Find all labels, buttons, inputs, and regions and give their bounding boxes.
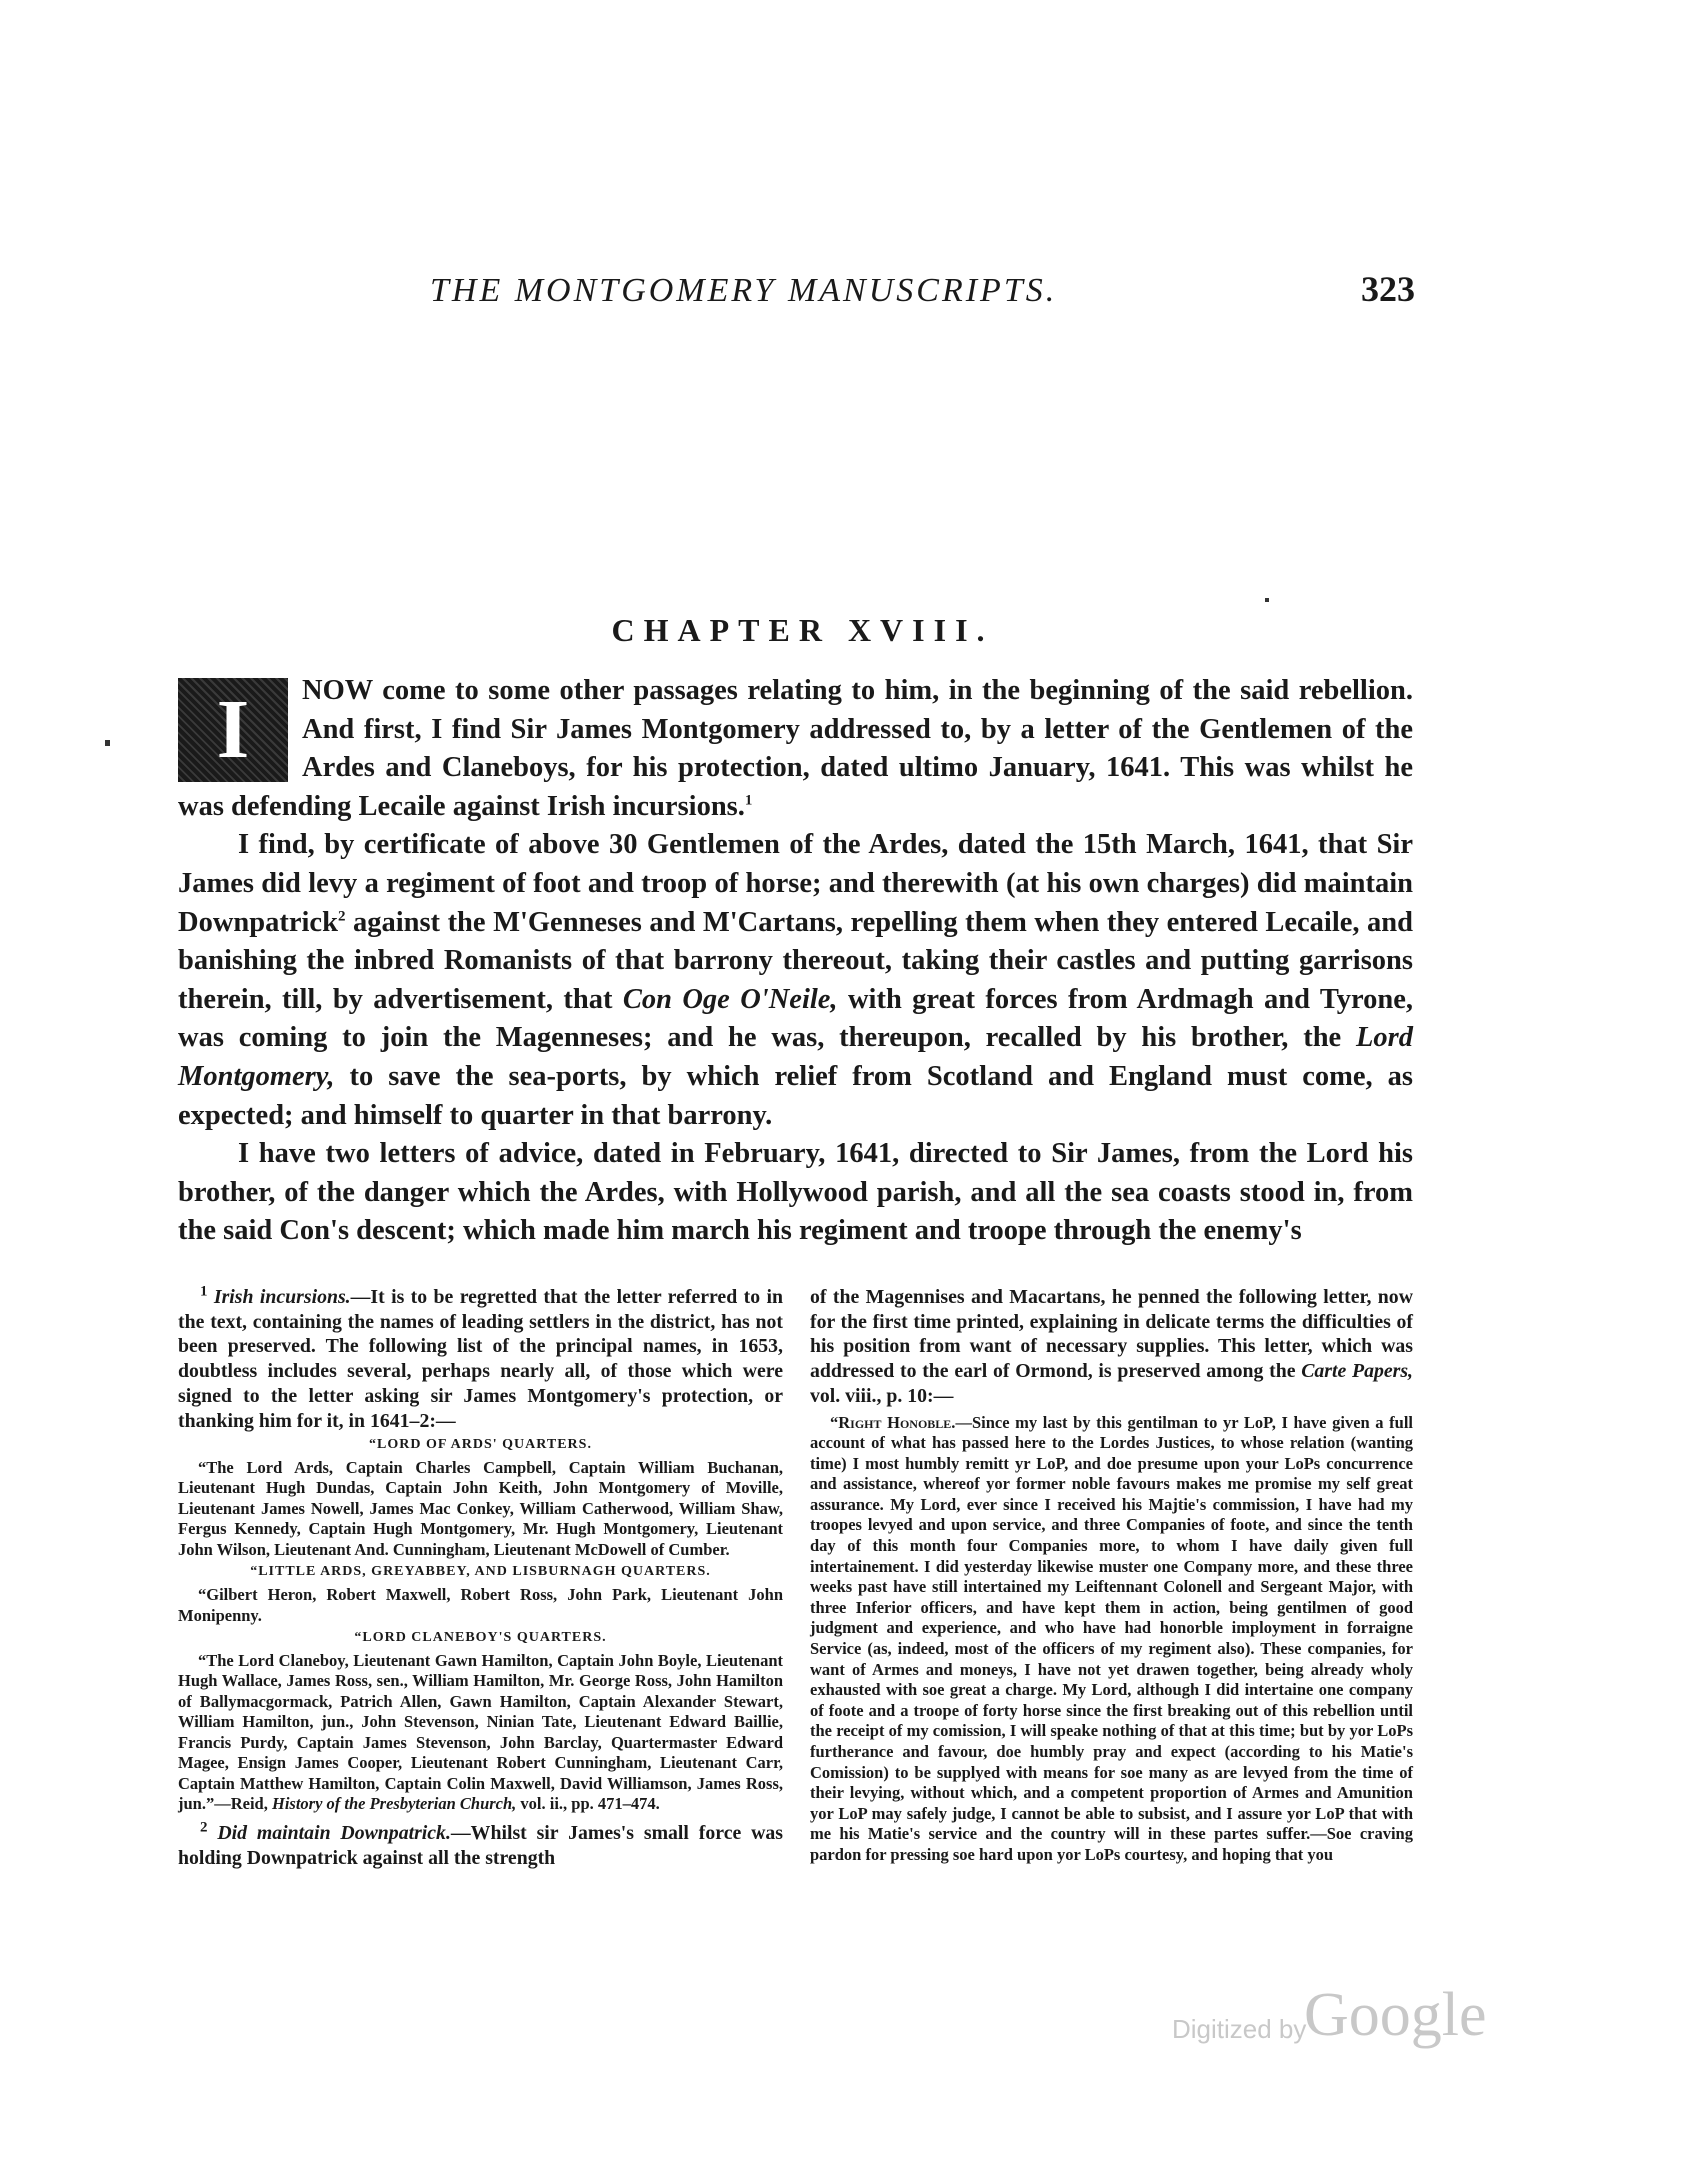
footnote-2-continued — [810, 1285, 1413, 1409]
scan-speck — [105, 740, 110, 746]
google-logo: Google — [1304, 1981, 1487, 2049]
footnote-1-title: Irish incursions. — [213, 1286, 351, 1308]
ormond-letter — [810, 1413, 1413, 1866]
reid-citation: History of the Presbyterian Church, — [271, 1794, 517, 1814]
footnote-ref-2: 2 — [337, 908, 346, 925]
quarters-heading-3: “LORD CLANEBOY'S QUARTERS. — [354, 1630, 607, 1646]
footnote-2-title: Did maintain Downpatrick. — [217, 1821, 451, 1844]
footnote-2 — [178, 1821, 783, 1870]
footnote-2-mark: 2 — [200, 1819, 208, 1836]
quarters-heading-1: “LORD OF ARDS' QUARTERS. — [369, 1437, 592, 1453]
letter-salutation: “Right Honoble. — [830, 1412, 956, 1432]
footnote-1-mark: 1 — [200, 1283, 208, 1300]
para2-text-a: I find, by certificate of above 30 Gentlemen of the Ardes, dated the 15th March, 1641, that Sir James did levy a regiment of foot and troop of horse; and therewith (at his own charges) did maintain Downpatrick — [178, 829, 1413, 938]
running-title: THE MONTGOMERY MANUSCRIPTS. — [430, 272, 1058, 309]
quarters-list-3-text: “The Lord Claneboy, Lieutenant Gawn Hamilton, Captain John Boyle, Lieutenant Hugh Wallace, James Ross, sen., William Hamilton, Mr. George Ross, John Hamilton of Ballymacgormack, Patrich Allen, Gawn Hamilton, Captain Alexander Stewart, William Hamilton, jun., John Stevenson, Ninian Tate, Lieutenant Edward Baillie, Francis Purdy, Captain James Stevenson, John Barclay, Quartermaster Edward Magee, Ensign James Cooper, Lieutenant Robert Cunningham, Lieutenant Carr, Captain Matthew Hamilton, Captain Colin Maxwell, David Williamson, James Ross, jun.”—Reid, — [178, 1650, 783, 1814]
body-paragraph-1 — [178, 672, 1413, 826]
para2-text-b: against the M'Genneses and M'Cartans, repelling them when they entered Lecaile, and banishing the inbred Romanists of that barrony thereout, taking their castles and putting garrisons therein, till, by advertisement, that — [178, 906, 1413, 1015]
footnote-2-text: —Whilst sir James's small force was holding Downpatrick against all the strength — [178, 1821, 783, 1869]
quarters-list-2: “Gilbert Heron, Robert Maxwell, Robert Ross, John Park, Lieutenant John Monipenny. — [178, 1585, 783, 1625]
footnotes-right-column — [810, 1285, 1413, 1866]
digitized-by-text: Digitized by — [1172, 2014, 1307, 2044]
para2-text-c: with great forces from Ardmagh and Tyrone, was coming to join the Magenneses; and he was, thereupon, recalled by his brother, the — [178, 983, 1413, 1054]
body-paragraph-3: I have two letters of advice, dated in February, 1641, directed to Sir James, from the Lord his brother, of the danger which the Ardes, with Hollywood parish, and all the sea coasts stood in, from the said Con's descent; which made him march his regiment and troope through the enemy's — [178, 1138, 1413, 1247]
body-text — [178, 672, 1413, 1251]
para2-text-d: to save the sea-ports, by which relief from Scotland and England must come, as expected; and himself to quarter in that barrony. — [178, 1060, 1413, 1131]
para1-text: NOW come to some other passages relating to him, in the beginning of the said rebellion. And first, I find Sir James Montgomery addressed to, by a letter of the Gentlemen of the Ardes and Claneboys, for his protection, dated ultimo January, 1641. This was whilst he was defending Lecaile against Irish incursions. — [178, 675, 1413, 822]
google-watermark — [1172, 1980, 1512, 2050]
quarters-list-3 — [178, 1651, 783, 1815]
footnote-1 — [178, 1285, 783, 1433]
chapter-heading: CHAPTER XVIII. — [611, 612, 994, 648]
reid-citation-pages: vol. ii., pp. 471–474. — [516, 1794, 660, 1814]
letter-text: —Since my last by this gentilman to yr LoP, I have given a full account of what has passed here to the Lordes Justices, to whose relation (wanting time) I most humbly remitt yr LoP, and doe presume upon your LoPs concurrence and assistance, whereof yor former noble favours makes me promise my self great assurance. My Lord, ever since I received his Majtie's commission, I have had my troopes levyed and upon service, and three Companies of foote, and since the tenth day of this month four Companies more, to whom I have daily given full intertainement. I did yesterday likewise muster one Company more, and these three weeks past have still intertained my Leiftennant Colonell and Sergeant Major, with three Inferior officers, and have kept them in action, being gentilmen of good judgment and experience, and who have had honorble imployment in forraigne Service (as, indeed, most of the officers of my regiment also). These companies, for want of Armes and moneys, I have not yet drawen together, being already wholy exhausted with soe great a charge. My Lord, although I did intertaine one company of foote and a troope of forty horse since the first breaking out of this rebellion until the receipt of my comission, I will speake nothing of that at this time; but by yor LoPs furtherance and favour, doe humbly pray and expect (according to his Matie's Comission) to be supplyed with means for soe many as are levyed from the time of their levying, without which, and a competent proportion of Armes and Amunition yor LoP may safely judge, I cannot be able to subsist, and I assure yor LoP that with me his Matie's service and the country will in these partes suffer.—Soe craving pardon for pressing soe hard upon yor LoPs courtesy, and hoping that you — [810, 1412, 1414, 1864]
running-head — [430, 268, 1415, 328]
page-number: 323 — [1361, 269, 1415, 309]
quarters-list-1: “The Lord Ards, Captain Charles Campbell, Captain William Buchanan, Lieutenant Hugh Dundas, Captain John Keith, John Montgomery of Moville, Lieutenant James Nowell, James Mac Conkey, William Catherwood, William Shaw, Fergus Kennedy, Captain Hugh Montgomery, Mr. Hugh Montgomery, Lieutenant John Wilson, Lieutenant And. Cunningham, Lieutenant McDowell of Cumber. — [178, 1457, 783, 1559]
quarters-heading-2: “LITTLE ARDS, GREYABBEY, AND LISBURNAGH QUARTERS. — [250, 1564, 711, 1580]
footnote-1-text: —It is to be regretted that the letter referred to in the text, containing the names of leading settlers in the district, has not been preserved. The following list of the principal names, in 1653, doubtless includes several, perhaps nearly all, of those which were signed to the letter asking sir James Montgomery's protection, or thanking him for it, in 1641–2:— — [178, 1286, 783, 1432]
para2-italic-lord: Lord Montgomery, — [178, 1022, 1413, 1092]
body-paragraph-2 — [178, 826, 1413, 1135]
carte-papers-volume: vol. viii., p. 10:— — [810, 1384, 954, 1407]
dropcap-letter: I — [178, 678, 288, 782]
para2-italic-con: Con Oge O'Neile, — [622, 983, 838, 1015]
footnote-2-continued-text: of the Magennises and Macartans, he penned the following letter, now for the first time printed, explaining in delicate terms the difficulties of his position from want of necessary supplies. This letter, which was addressed to the earl of Ormond, is preserved among the — [810, 1286, 1413, 1383]
scan-speck — [1265, 598, 1269, 602]
footnotes-left-column — [178, 1285, 783, 1870]
footnote-ref-1: 1 — [744, 792, 753, 809]
carte-papers-citation: Carte Papers, — [1301, 1360, 1413, 1383]
